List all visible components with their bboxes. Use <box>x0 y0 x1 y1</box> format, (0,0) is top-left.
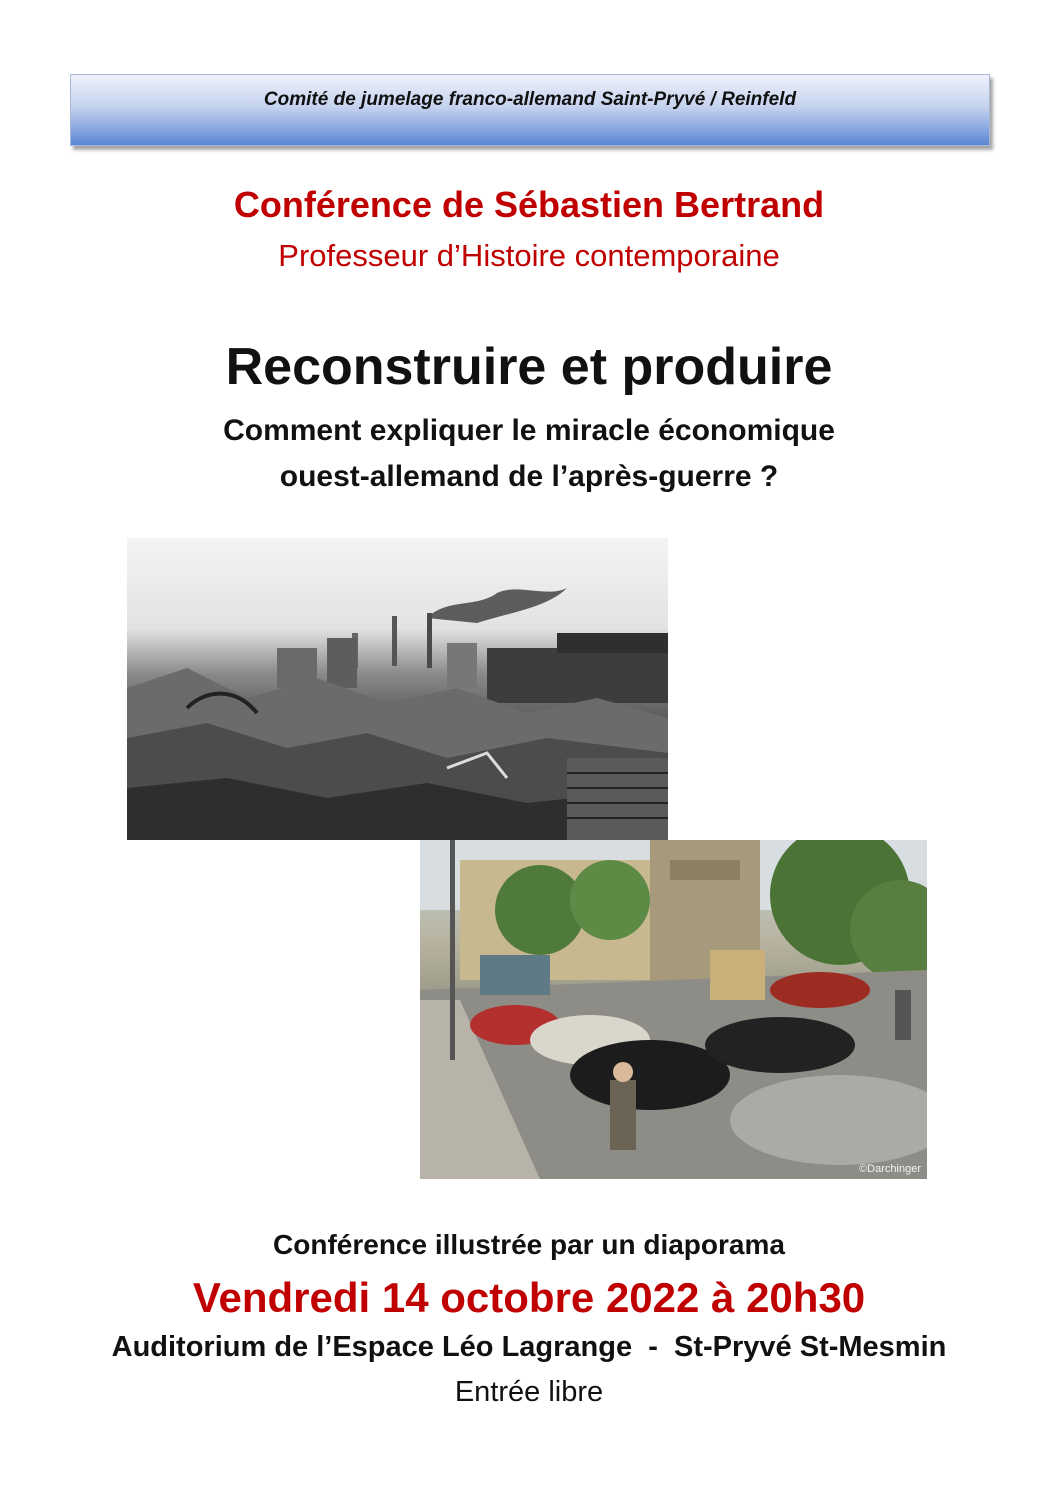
talk-subtitle-line2: ouest-allemand de l’après-guerre ? <box>279 460 779 493</box>
organizer-name: Comité de jumelage franco-allemand Saint-Pryvé / Reinfeld <box>263 89 797 110</box>
ruins-photo <box>127 538 668 840</box>
speaker-name: Conférence de Sébastien Bertrand <box>233 184 825 225</box>
talk-subtitle-line1: Comment expliquer le miracle économique <box>223 414 835 447</box>
organizer-banner <box>70 74 990 146</box>
event-place: Auditorium de l’Espace Léo Lagrange - St-Pryvé St-Mesmin <box>111 1331 947 1363</box>
speaker-role: Professeur d’Histoire contemporaine <box>278 238 780 273</box>
photo-credit: ©Darchinger <box>859 1163 921 1175</box>
talk-title: Reconstruire et produire <box>225 338 833 396</box>
event-entry: Entrée libre <box>454 1376 604 1408</box>
event-date: Vendredi 14 octobre 2022 à 20h30 <box>192 1274 866 1321</box>
event-format: Conférence illustrée par un diaporama <box>273 1229 785 1260</box>
street-photo <box>420 840 927 1179</box>
